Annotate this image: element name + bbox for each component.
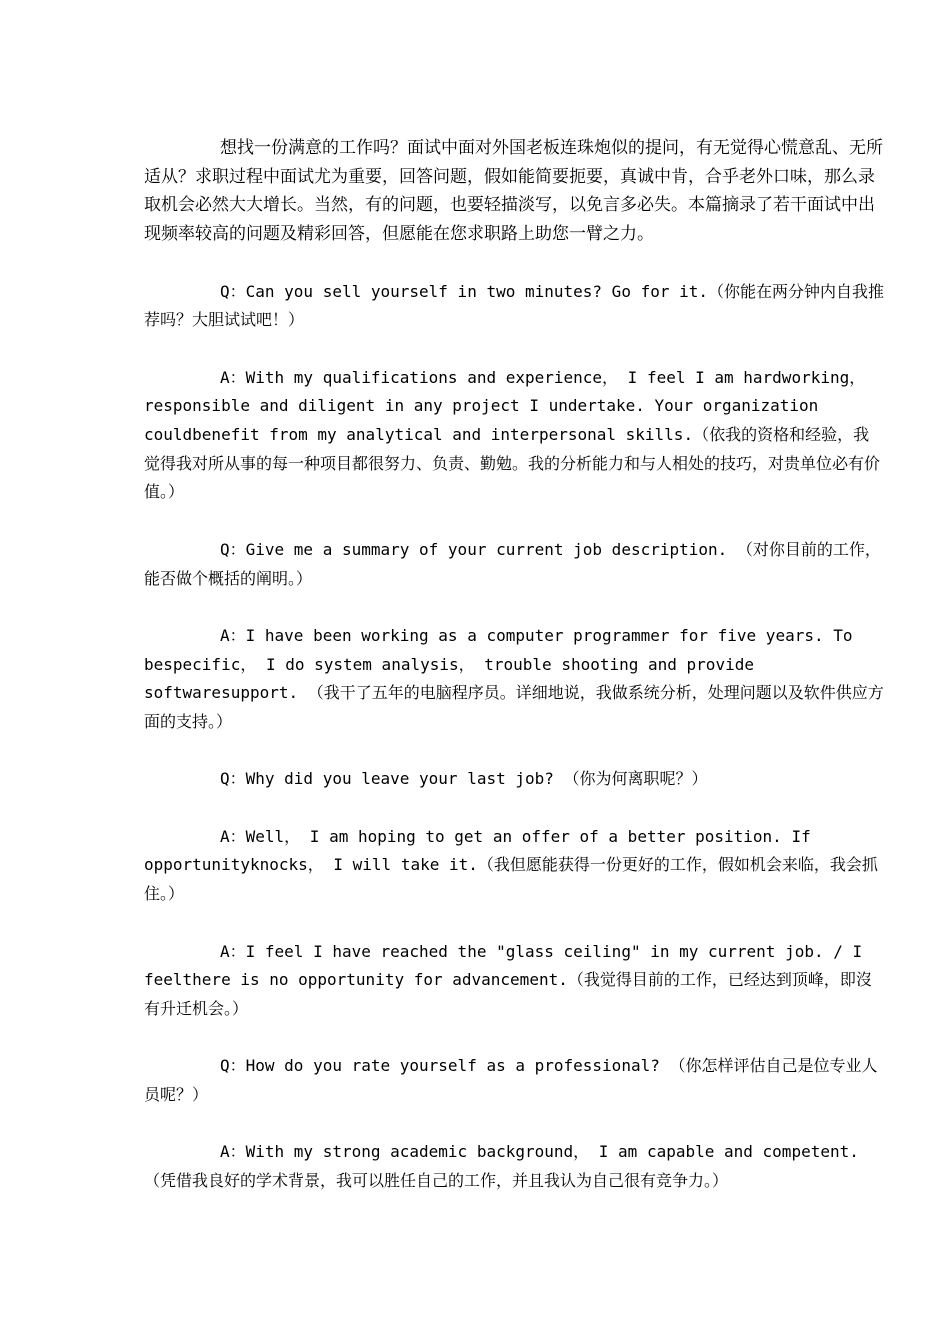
answer-paragraph: A：I feel I have reached the "glass ceiling" in my current job. / I feelthere is no opportunity for advancement.（我觉得目前的工作，已经达到顶峰，即沒有升迁机会。）: [144, 941, 872, 1018]
answer-paragraph: A：I have been working as a computer programmer for five years. To bespecific， I do system analysis， trouble shooting and provide softwaresupport. （我干了五年的电脑程序员。详细地说，我做系统分析，处理问题以及软件供应方面的支持。）: [144, 625, 884, 731]
intro-paragraph: 想找一份满意的工作吗？面试中面对外国老板连珠炮似的提问，有无觉得心慌意乱、无所适从？求职过程中面试尤为重要，回答问题，假如能简要扼要，真诚中肯，合乎老外口味，那么录取机会必然大大增长。当然，有的问题，也要轻描淡写，以免言多必失。本篇摘录了若干面试中出现频率较高的问题及精彩回答，但愿能在您求职路上助您一臂之力。: [144, 138, 883, 245]
answer-paragraph: A：With my qualifications and experience， I feel I am hardworking，responsible and diligent in any project I undertake. Your organization couldbenefit from my analytical and interpersonal skills.（依我的资格和经验，我觉得我对所从事的每一种项目都很努力、负责、勤勉。我的分析能力和与人相处的技巧，对贵单位必有价值。）: [144, 367, 881, 502]
question-paragraph: Q：Can you sell yourself in two minutes? Go for it.（你能在两分钟内自我推荐吗？大胆试试吧！）: [144, 281, 885, 330]
question-paragraph: Q：Give me a summary of your current job description. （对你目前的工作，能否做个概括的阐明。）: [144, 539, 881, 588]
question-paragraph: Q：How do you rate yourself as a professional? （你怎样评估自己是位专业人员呢？）: [144, 1056, 878, 1105]
document-body: [144, 134, 884, 1225]
answer-paragraph: A：Well， I am hoping to get an offer of a better position. If opportunityknocks， I will take it.（我但愿能获得一份更好的工作，假如机会来临，我会抓住。）: [144, 826, 878, 904]
answer-paragraph: A：With my strong academic background， I am capable and competent.（凭借我良好的学术背景，我可以胜任自己的工作，并且我认为自己很有竞争力。）: [144, 1142, 859, 1191]
question-paragraph: Q：Why did you leave your last job? （你为何离职呢？）: [220, 769, 708, 789]
